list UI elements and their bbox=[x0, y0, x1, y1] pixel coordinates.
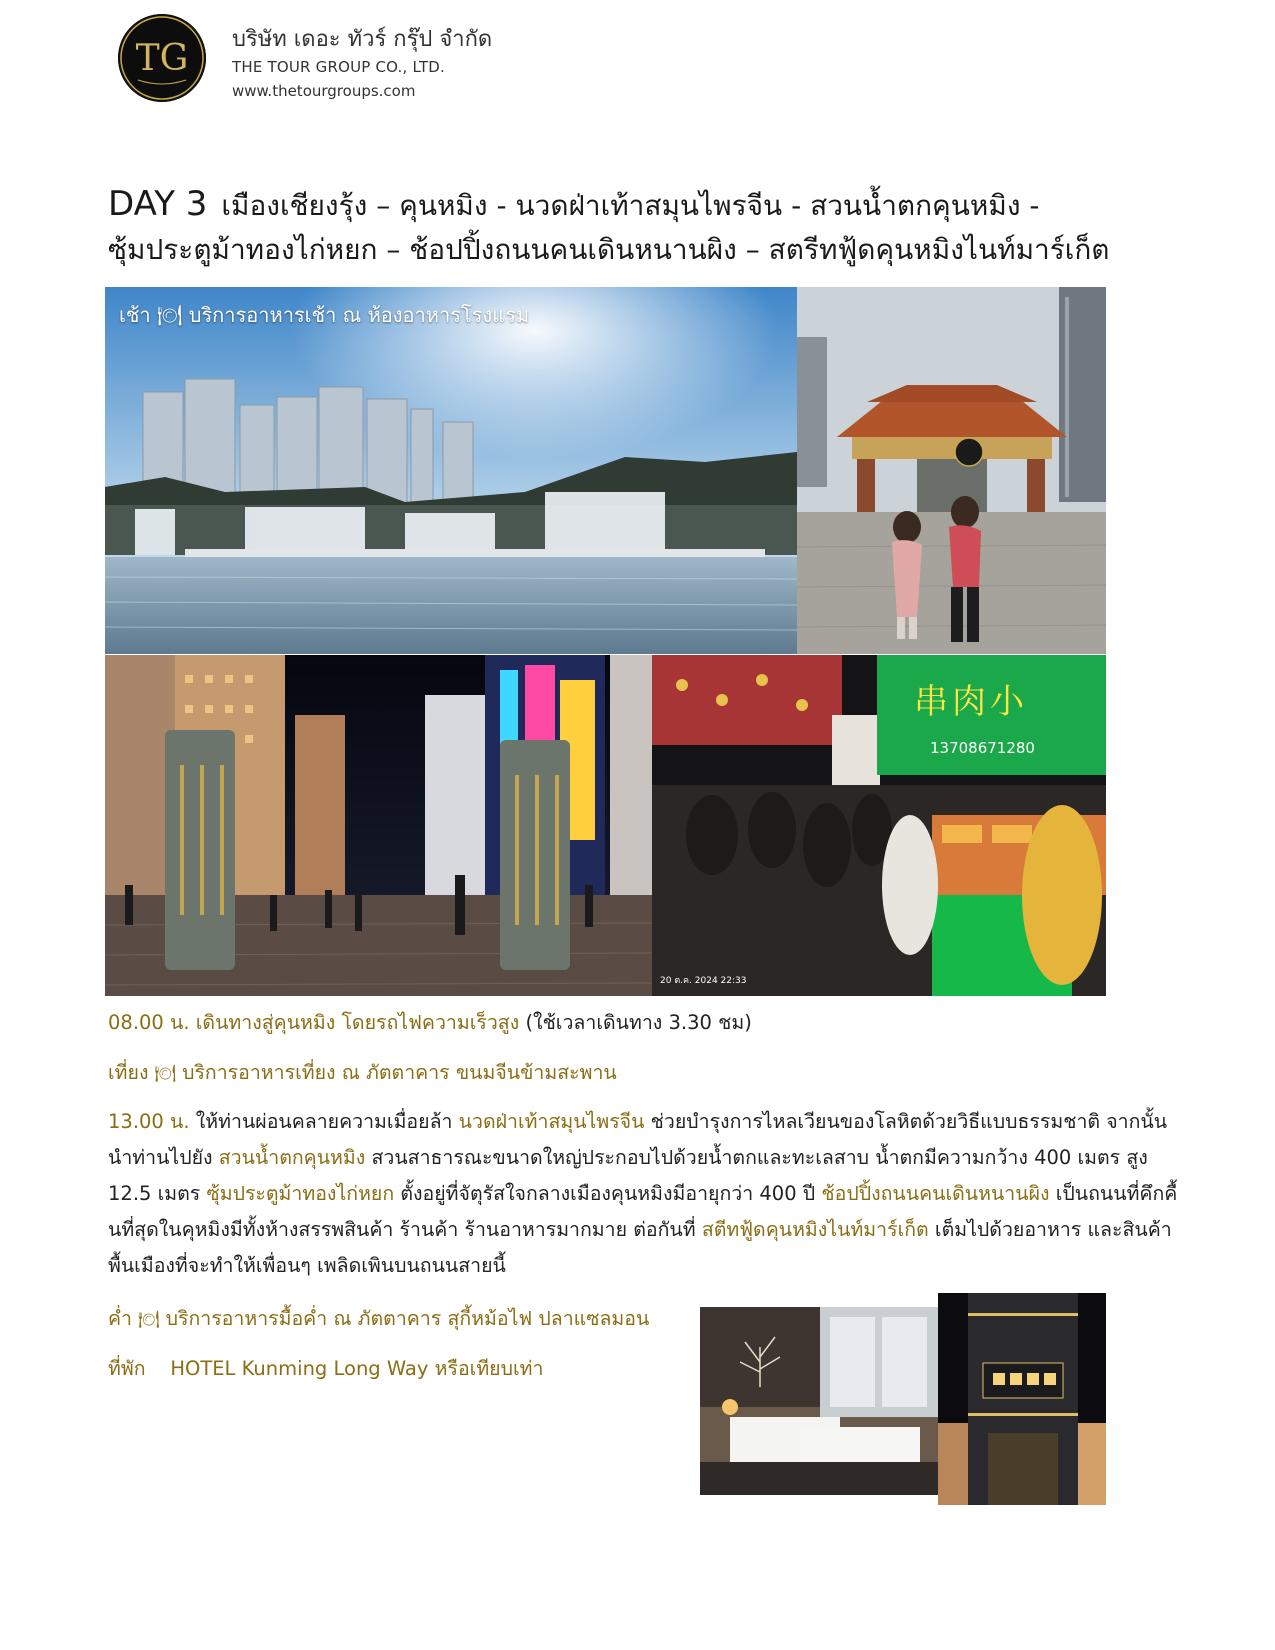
hotel-room-photo bbox=[700, 1307, 938, 1495]
hotel-label: ที่พัก bbox=[108, 1357, 146, 1380]
day-title-line-1 bbox=[108, 182, 1183, 228]
nanping-street-photo bbox=[105, 655, 652, 996]
waterfall-park-photo bbox=[105, 287, 797, 654]
company-header bbox=[118, 14, 718, 104]
svg-text:13708671280: 13708671280 bbox=[930, 739, 1035, 757]
company-logo bbox=[118, 14, 206, 102]
svg-text:小: 小 bbox=[990, 682, 1024, 722]
highlight-golden-horse-gate: ซุ้มประตูม้าทองไก่หยก bbox=[206, 1182, 395, 1205]
breakfast-overlay-text: เช้า 🍽 บริการอาหารเช้า ณ ห้องอาหารโรงแรม bbox=[119, 303, 529, 327]
schedule-time-0800: 08.00 น. bbox=[108, 1011, 190, 1034]
svg-text:肉: 肉 bbox=[952, 682, 986, 722]
svg-text:串: 串 bbox=[914, 682, 948, 722]
dinner-text: บริการอาหารมื้อค่ำ ณ ภัตตาคาร สุกี้หม้อไฟ ปลาแซลมอน bbox=[165, 1307, 650, 1330]
text-street-desc: เป็นถนนที่คึกคื้นที่สุดในคุหมิงมีทั้งห้างสรรพสินค้า ร้านค้า ร้านอาหารมากมาย ต่อกันที่ bbox=[108, 1182, 1178, 1241]
text-gate-desc: ตั้งอยู่ที่จัตุรัสใจกลางเมืองคุนหมิงมีอายุกว่า 400 ปี bbox=[400, 1182, 816, 1205]
highlight-waterfall-park: สวนน้ำตกคุนหมิง bbox=[218, 1146, 366, 1169]
text-circulation: ช่วยบำรุงการไหลเวียนของโลหิตด้วยวิธีแบบธรรมชาติ จากนั้นนำท่านไปยัง bbox=[108, 1110, 1168, 1169]
day-route-line-2: ซุ้มประตูม้าทองไก่หยก – ช้อปปิ้งถนนคนเดินหนานผิง – สตรีทฟู้ดคุนหมิงไนท์มาร์เก็ต bbox=[108, 233, 1110, 266]
text-relax: ให้ท่านผ่อนคลายความเมื่อยล้า bbox=[195, 1110, 453, 1133]
schedule-time-1300: 13.00 น. bbox=[108, 1110, 190, 1133]
schedule-item-0800 bbox=[108, 1004, 1183, 1042]
meal-icon: 🍽 bbox=[154, 1064, 177, 1084]
lunch-label: เที่ยง bbox=[108, 1061, 149, 1084]
dinner-label: ค่ำ bbox=[108, 1307, 132, 1330]
text-market-desc: เต็มไปด้วยอาหาร และสินค้าพื้นเมืองที่จะทำให้เพื่อนๆ เพลิดเพินบนถนนสายนี้ bbox=[108, 1218, 1172, 1277]
svg-text:TG: TG bbox=[135, 38, 189, 79]
company-info bbox=[232, 26, 492, 102]
company-website[interactable]: www.thetourgroups.com bbox=[232, 82, 416, 100]
photo-timestamp: 20 ต.ค. 2024 22:33 bbox=[660, 976, 747, 986]
schedule-hotel bbox=[108, 1350, 698, 1388]
schedule-lunch bbox=[108, 1054, 1183, 1093]
day-route-line-1: เมืองเชียงรุ้ง – คุนหมิง - นวดฝ่าเท้าสมุนไพรจีน - สวนน้ำตกคุนหมิง - bbox=[221, 189, 1040, 222]
day-number: DAY 3 bbox=[108, 184, 208, 224]
hotel-name: HOTEL Kunming Long Way หรือเทียบเท่า bbox=[170, 1357, 544, 1380]
highlight-nanping-street: ช้อปปิ้งถนนคนเดินหนานผิง bbox=[821, 1182, 1050, 1205]
highlight-night-market: สตีทฟู้ดคุนหมิงไนท์มาร์เก็ต bbox=[701, 1218, 929, 1241]
lunch-text: บริการอาหารเที่ยง ณ ภัตตาคาร ขนมจีนข้ามสะพาน bbox=[182, 1061, 617, 1084]
night-market-photo bbox=[652, 655, 1106, 996]
logo-graphic bbox=[118, 14, 206, 102]
company-name-thai: บริษัท เดอะ ทัวร์ กรุ๊ป จำกัด bbox=[232, 27, 493, 52]
highlight-foot-massage: นวดฝ่าเท้าสมุนไพรจีน bbox=[458, 1110, 645, 1133]
text-park-desc: สวนสาธารณะขนาดใหญ่ประกอบไปด้วยน้ำตกและทะเลสาบ น้ำตกมีความกว้าง 400 เมตร สูง 12.5 เมตร bbox=[108, 1146, 1148, 1205]
company-name-english: THE TOUR GROUP CO., LTD. bbox=[232, 58, 446, 76]
hotel-exterior-photo bbox=[938, 1293, 1106, 1505]
day-title bbox=[108, 182, 1183, 272]
schedule-dinner bbox=[108, 1300, 698, 1339]
schedule-duration-note: (ใช้เวลาเดินทาง 3.30 ชม) bbox=[525, 1011, 752, 1034]
meal-icon: 🍽 bbox=[138, 1310, 160, 1330]
golden-horse-gate-photo bbox=[797, 287, 1106, 654]
schedule-text-0800: เดินทางสู่คุนหมิง โดยรถไฟความเร็วสูง bbox=[195, 1011, 520, 1034]
schedule-item-1300 bbox=[108, 1104, 1183, 1284]
